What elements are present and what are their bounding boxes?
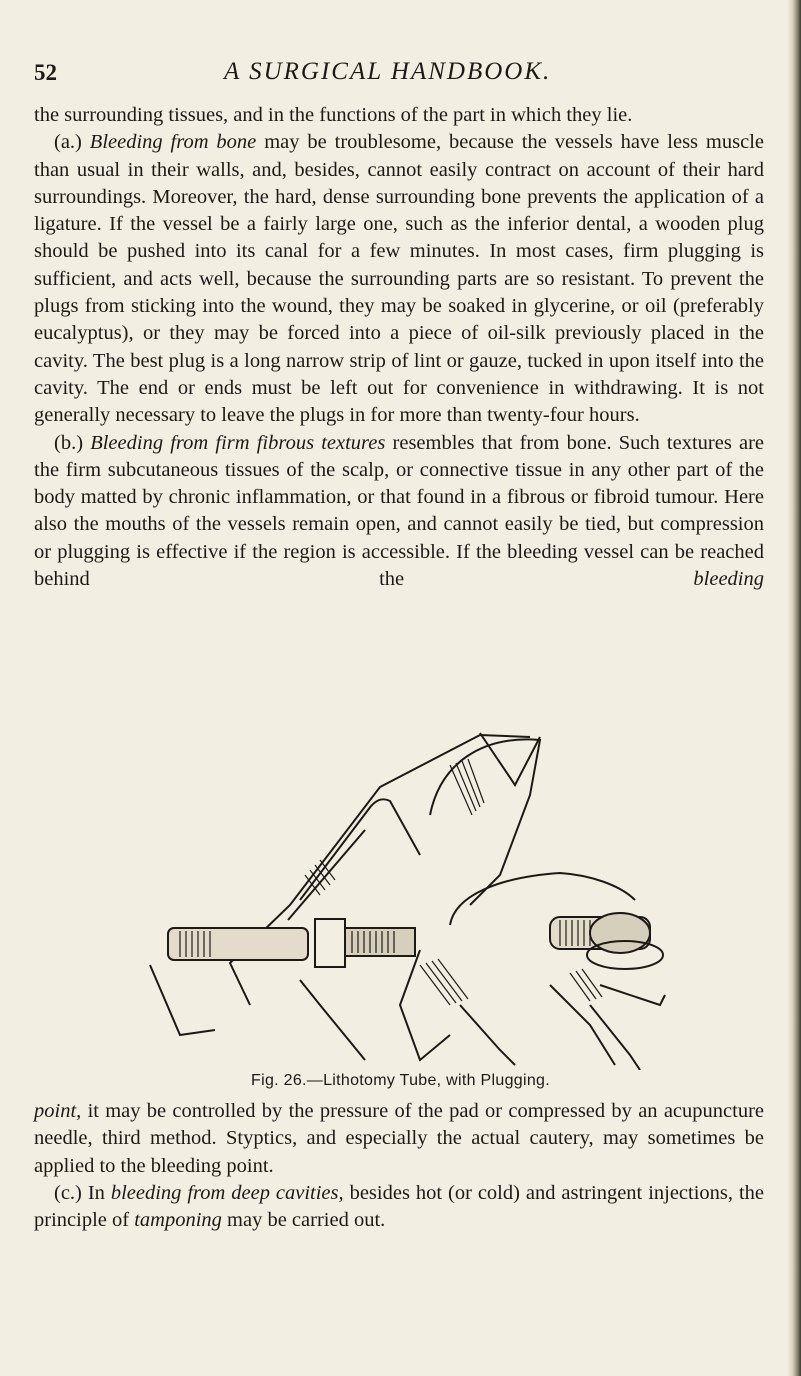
- page-number: 52: [34, 60, 57, 85]
- paragraph-c: (c.) In bleeding from deep cavities, besides hot (or cold) and astringent injections, the principle of tamponing may be carried out.: [34, 1181, 764, 1232]
- section-label: (b.): [54, 431, 84, 454]
- section-label: (c.): [54, 1181, 82, 1204]
- page-header: [34, 54, 764, 94]
- running-head: A SURGICAL HANDBOOK.: [224, 58, 552, 85]
- section-heading: bleeding from deep cavities,: [110, 1181, 344, 1204]
- section-heading: Bleeding from firm fibrous textures: [90, 431, 386, 454]
- page-edge-shadow: [787, 0, 801, 1376]
- body-text-top: [34, 102, 764, 593]
- lithotomy-tube-engraving: [120, 705, 720, 1070]
- paragraph-a: (a.) Bleeding from bone may be troublesome, because the vessels have less muscle than usual in their walls, and, besides, cannot easily contract on account of their hard surroundings. Moreover, the hard, dense surrounding bone prevents the application of a ligature. If the vessel be a fairly large one, such as the inferior dental, a wooden plug should be pushed into its canal for a few minutes. In most cases, firm plugging is sufficient, and acts well, because the surrounding parts are so resistant. To prevent the plugs from sticking into the wound, they may be soaked in glycerine, or oil (preferably eucalyptus), or they may be forced into a piece of oil-silk previously placed in the cavity. The best plug is a long narrow strip of lint or gauze, tucked in upon itself into the cavity. The end or ends must be left out for convenience in withdrawing. It is not generally necessary to leave the plugs in for more than twenty-four hours.: [34, 131, 765, 427]
- body-text-bottom: [34, 1098, 764, 1234]
- section-label: (a.): [54, 131, 82, 154]
- paragraph: point, it may be controlled by the pressure of the pad or compressed by an acupuncture needle, third method. Styptics, and especially the actual cautery, may sometimes be applied to the bleeding point.: [34, 1100, 764, 1177]
- figure-caption: Fig. 26.—Lithotomy Tube, with Plugging.: [251, 1072, 550, 1089]
- section-heading: Bleeding from bone: [89, 131, 257, 154]
- paragraph-b: (b.) Bleeding from firm fibrous textures resembles that from bone. Such textures are the firm subcutaneous tissues of the scalp, or connective tissue in any other part of the body matted by chronic inflammation, or that found in a fibrous or fibroid tumour. Here also the mouths of the vessels remain open, and cannot easily be tied, but compression or plugging is effective if the region is accessible. If the bleeding vessel can be reached behind the bleeding: [34, 431, 764, 591]
- lithotomy-tube-figure: [120, 705, 720, 1070]
- paragraph: the surrounding tissues, and in the functions of the part in which they lie.: [34, 104, 633, 126]
